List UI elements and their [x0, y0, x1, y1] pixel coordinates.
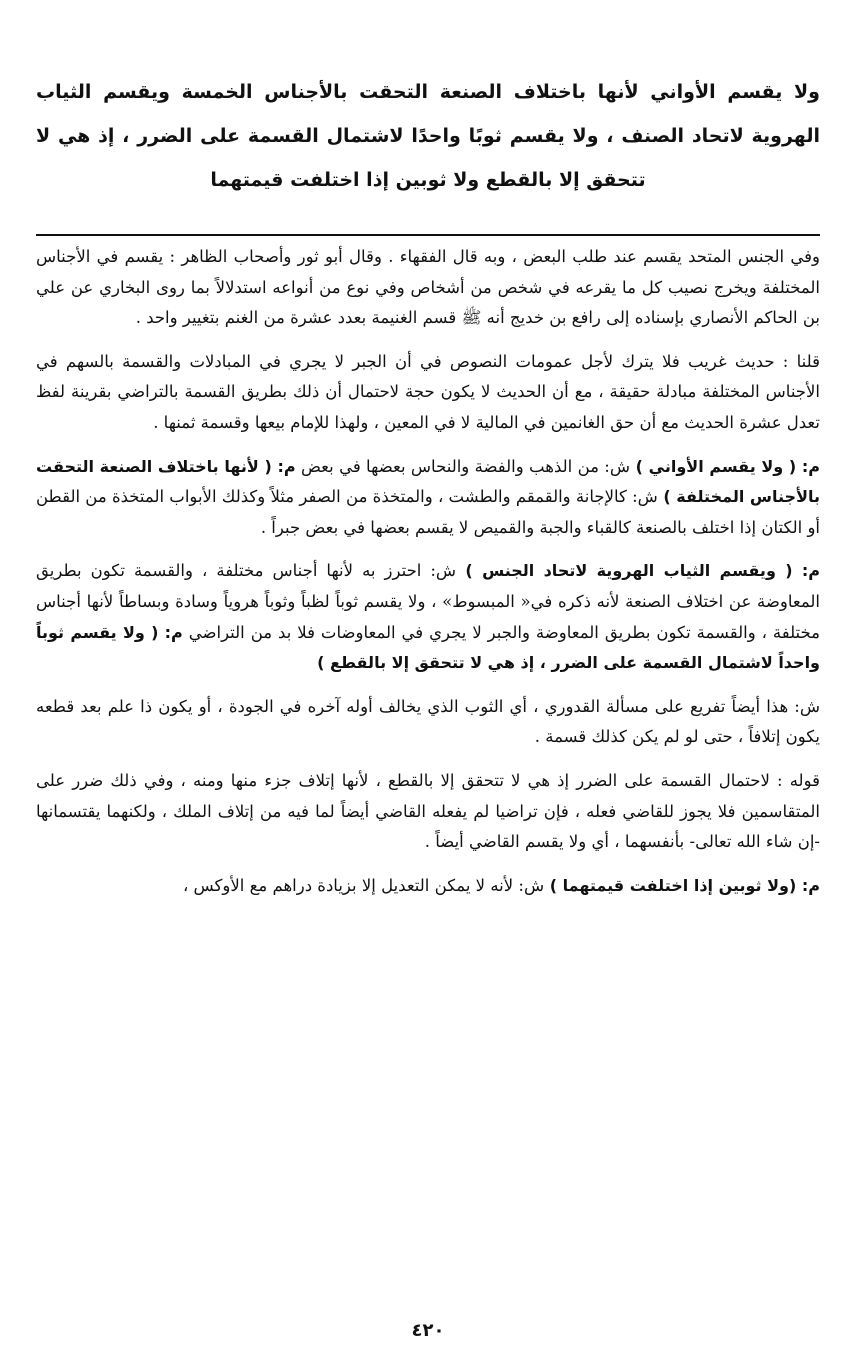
- sharh-text: ش: هذا أيضاً تفريع على مسألة القدوري ، أي الثوب الذي يخالف أوله آخره في الجودة ، أو يكون ذا علم بعد قطعه يكون إتلافاً ، حتى لو لم يكن كذلك قسمة .: [36, 696, 820, 747]
- sharh-text: ش: من الذهب والفضة والنحاس بعضها في بعض: [295, 456, 631, 476]
- commentary-paragraph: [36, 347, 820, 439]
- book-page: [36, 70, 820, 914]
- commentary-paragraph: [36, 242, 820, 334]
- matn-quote: م: ( ولا يقسم الأواني ): [630, 456, 821, 476]
- commentary-paragraph: [36, 871, 820, 902]
- matn-quote: م: ( ويقسم الثياب الهروية لاتحاد الجنس ): [456, 561, 821, 581]
- commentary-paragraph: [36, 692, 820, 753]
- sharh-text: ش: كالإجانة والقمقم والطشت ، والمتخذة من الصفر مثلاً وكذلك الأبواب المتخذة من القطن أو الكتان إذا اختلف بالصنعة كالقباء والجبة والقميص لا يقسم بعضها في بعض جبراً .: [36, 487, 820, 537]
- sharh-text: ش: لأنه لا يمكن التعديل إلا بزيادة دراهم مع الأوكس ،: [182, 875, 545, 895]
- page-number: ٤٢٠: [411, 1320, 445, 1341]
- matn-quote: م: ( ولا يقسم ثوباً واحداً لاشتمال القسمة على الضرر ، إذ هي لا تتحقق إلا بالقطع ): [36, 622, 820, 673]
- sharh-text: ش: احترز به لأنها أجناس مختلفة ، والقسمة تكون بطريق المعاوضة عن اختلاف الصنعة لأنه ذكره في« المبسوط» ، ولا يقسم ثوباً لظباً وثوباً هروياً وسادة وبساطاً لأنها أجناس مختلفة ، والقسمة تكون بطريق المعاوضة والجبر لا يجري في المعاوضات فلا بد من التراضي: [36, 561, 821, 642]
- commentary: [36, 242, 820, 901]
- separator-rule: [36, 234, 820, 236]
- commentary-paragraph: [36, 452, 820, 544]
- commentary-paragraph: [36, 556, 820, 678]
- sharh-text: وفي الجنس المتحد يقسم عند طلب البعض ، وبه قال الفقهاء . وقال أبو ثور وأصحاب الظاهر : يقسم في الأجناس المختلفة ويخرج نصيب كل ما يقرعه في شخص من أشخاص وفي نوع من أنواعه استدلالاً بما روى البخاري عن علي بن الحاكم الأنصاري بإسناده إلى رافع بن خديج أنه ﷺ قسم الغنيمة بعدد عشرة من الغنم بتغيير واحد .: [36, 247, 820, 328]
- matn-quote: م: ( لأنها باختلاف الصنعة التحقت بالأجناس المختلفة ): [36, 456, 820, 507]
- sharh-text: قوله : لاحتمال القسمة على الضرر إذ هي لا تتحقق إلا بالقطع ، لأنها إتلاف جزء منها ومنه ، وفي ذلك ضرر على المتقاسمين فلا يجوز للقاضي فعله ، فإن تراضيا لم يفعله القاضي أيضاً لما فيه من إتلاف الملك ، ولكنهما يقتسمانها -إن شاء الله تعالى- بأنفسهما ، أي ولا يقسم القاضي أيضاً .: [36, 770, 820, 852]
- commentary-paragraph: [36, 766, 820, 858]
- main-text: ولا يقسم الأواني لأنها باختلاف الصنعة التحقت بالأجناس الخمسة ويقسم الثياب الهروية لاتحاد الصنف ، ولا يقسم ثوبًا واحدًا لاشتمال القسمة على الضرر ، إذ هي لا تتحقق إلا بالقطع ولا ثوبين إذا اختلفت قيمتهما: [36, 81, 820, 191]
- matn-quote: م: (ولا ثوبين إذا اختلفت قيمتهما ): [544, 875, 820, 895]
- sharh-text: قلنا : حديث غريب فلا يترك لأجل عمومات النصوص في أن الجبر لا يجري في المبادلات والقسمة بالسهم في الأجناس المختلفة مبادلة حقيقة ، مع أن الحديث لا يكون حجة لاحتمال أن ذلك بطريق القسمة بالتراضي بقرينة لفظ تعدل عشرة الحديث مع أن حق الغانمين في المالية لا في المعين ، ولهذا للإمام بيعها وقسمة ثمنها .: [36, 351, 820, 432]
